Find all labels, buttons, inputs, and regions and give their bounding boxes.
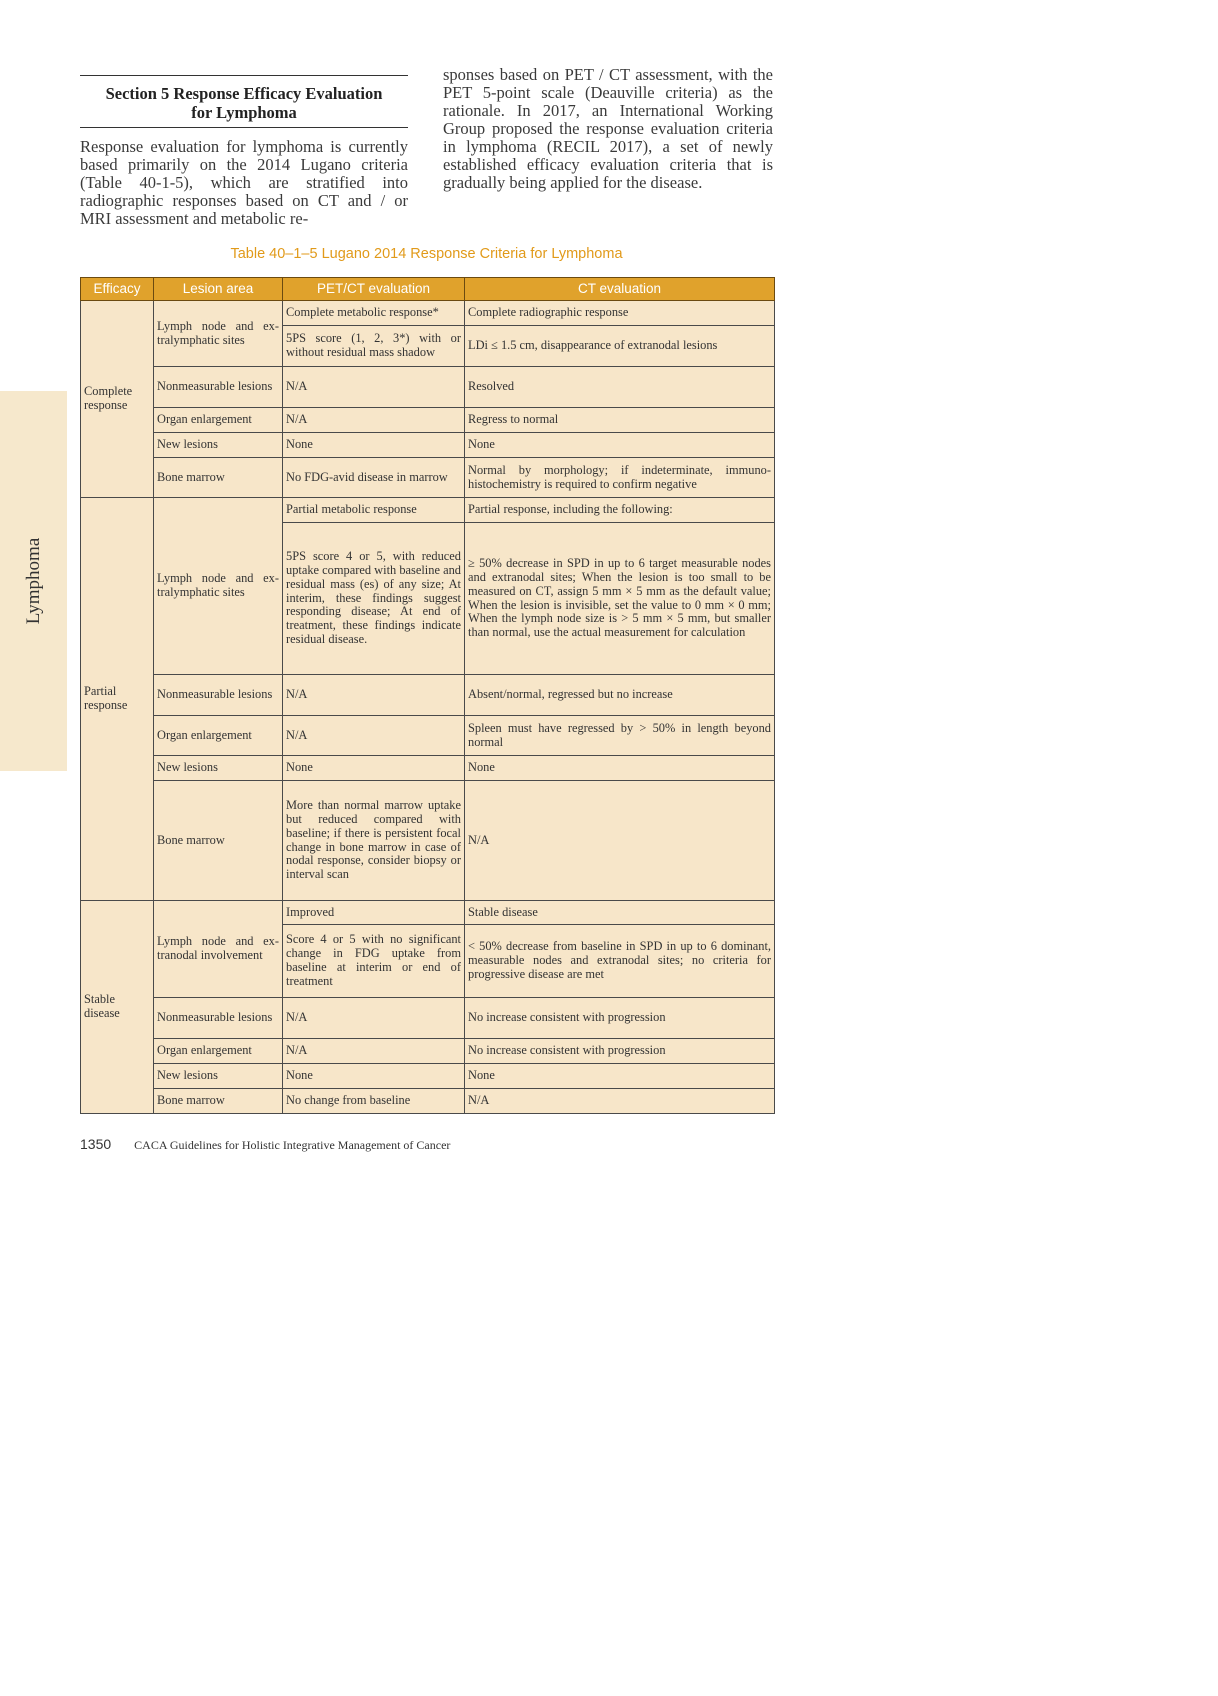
table-row — [81, 675, 775, 716]
section-heading-line2: for Lymphoma — [191, 103, 297, 122]
paragraph-left: Response evaluation for lymphoma is currently based primarily on the 2014 Lugano criteria (Table 40-1-5), which are stratified into radiographic responses based on CT and / or MRI assessment and metabolic re- — [80, 137, 408, 228]
ct-cell: No increase consistent with progression — [465, 998, 775, 1039]
pet-ct-cell: More than normal marrow uptake but reduced compared with baseline; if there is persistent focal change in bone marrow in case of nodal response, consider biopsy or interval scan — [283, 781, 465, 901]
table-row — [81, 367, 775, 408]
ct-cell: Complete radiographic response — [465, 301, 775, 326]
table-row — [81, 498, 775, 523]
pet-ct-cell: N/A — [283, 716, 465, 756]
pet-ct-cell: N/A — [283, 367, 465, 408]
table-row — [81, 998, 775, 1039]
efficacy-cell: Partial response — [81, 498, 154, 901]
table-row — [81, 1039, 775, 1064]
response-criteria-table — [80, 277, 775, 1114]
ct-cell: None — [465, 433, 775, 458]
pet-ct-cell: Partial metabolic response — [283, 498, 465, 523]
ct-cell: LDi ≤ 1.5 cm, disappearance of extranodal lesions — [465, 326, 775, 367]
ct-cell: Regress to normal — [465, 408, 775, 433]
ct-cell: ≥ 50% decrease in SPD in up to 6 target measurable nodes and extranodal sites; When the lesion is too small to be measured on CT, assign 5 mm × 5 mm as the default value; When the lesion is invisible, set the value to 0 mm × 0 mm; When the lymph node size is > 5 mm × 5 mm, but smaller than normal, use the actual measurement for calculation — [465, 523, 775, 675]
table-row — [81, 408, 775, 433]
table-row — [81, 901, 775, 925]
pet-ct-cell: No FDG-avid disease in marrow — [283, 458, 465, 498]
lesion-area-cell: Organ enlargement — [154, 1039, 283, 1064]
section-heading — [80, 75, 408, 128]
pet-ct-cell: Complete metabolic response* — [283, 301, 465, 326]
running-title: CACA Guidelines for Holistic Integrative Management of Cancer — [134, 1138, 451, 1152]
efficacy-cell: Stable disease — [81, 901, 154, 1114]
ct-cell: Absent/normal, regressed but no increase — [465, 675, 775, 716]
lesion-area-cell: Organ enlargement — [154, 716, 283, 756]
table-row — [81, 716, 775, 756]
lesion-area-cell: Nonmeasurable lesions — [154, 998, 283, 1039]
ct-cell: No increase consistent with progression — [465, 1039, 775, 1064]
table-title: Table 40–1–5 Lugano 2014 Response Criteria for Lymphoma — [230, 246, 623, 262]
ct-cell: N/A — [465, 781, 775, 901]
table-row — [81, 301, 775, 326]
paragraph-right: sponses based on PET / CT assessment, with the PET 5-point scale (Deauville criteria) as the rationale. In 2017, an International Working Group proposed the response evaluation criteria in lymphoma (RECIL 2017), a set of newly established efficacy evaluation criteria that is gradually being applied for the disease. — [443, 65, 773, 192]
ct-cell: N/A — [465, 1089, 775, 1114]
lesion-area-cell: Organ enlargement — [154, 408, 283, 433]
table-row — [81, 756, 775, 781]
section-heading-line1: Section 5 Response Efficacy Evaluation — [105, 84, 383, 103]
ct-cell: None — [465, 756, 775, 781]
page-number: 1350 — [80, 1136, 112, 1152]
ct-cell: Partial response, including the following: — [465, 498, 775, 523]
pet-ct-cell: None — [283, 756, 465, 781]
header-lesion-area: Lesion area — [154, 278, 283, 301]
lesion-area-cell: New lesions — [154, 756, 283, 781]
lesion-area-cell: Nonmeasurable lesions — [154, 367, 283, 408]
pet-ct-cell: N/A — [283, 675, 465, 716]
pet-ct-cell: No change from baseline — [283, 1089, 465, 1114]
pet-ct-cell: Improved — [283, 901, 465, 925]
efficacy-cell: Complete response — [81, 301, 154, 498]
pet-ct-cell: N/A — [283, 998, 465, 1039]
ct-cell: None — [465, 1064, 775, 1089]
pet-ct-cell: N/A — [283, 1039, 465, 1064]
chapter-side-tab — [0, 391, 67, 771]
header-pet-ct: PET/CT evaluation — [283, 278, 465, 301]
table-row — [81, 1089, 775, 1114]
left-column — [80, 60, 408, 228]
table-row — [81, 1064, 775, 1089]
right-column — [443, 66, 773, 192]
table-row — [81, 781, 775, 901]
lesion-area-cell: Nonmeasurable lesions — [154, 675, 283, 716]
header-ct: CT evaluation — [465, 278, 775, 301]
pet-ct-cell: 5PS score (1, 2, 3*) with or without residual mass shadow — [283, 326, 465, 367]
pet-ct-cell: None — [283, 1064, 465, 1089]
pet-ct-cell: Score 4 or 5 with no significant change in FDG uptake from baseline at interim or end of treatment — [283, 925, 465, 998]
pet-ct-cell: N/A — [283, 408, 465, 433]
lesion-area-cell: Lymph node and extranodal involvement — [154, 901, 283, 998]
ct-cell: < 50% decrease from baseline in SPD in up to 6 dominant, measurable nodes and extranodal sites; no criteria for progressive disease are met — [465, 925, 775, 998]
table-row — [81, 458, 775, 498]
header-efficacy: Efficacy — [81, 278, 154, 301]
pet-ct-cell: None — [283, 433, 465, 458]
lesion-area-cell: New lesions — [154, 1064, 283, 1089]
pet-ct-cell: 5PS score 4 or 5, with reduced uptake compared with baseline and residual mass (es) of any size; At interim, these findings suggest responding disease; At end of treatment, these findings indicate residual disease. — [283, 523, 465, 675]
ct-cell: Normal by morphology; if indeterminate, immunohistochemistry is required to confirm negative — [465, 458, 775, 498]
chapter-side-tab-label: Lymphoma — [22, 537, 44, 625]
lesion-area-cell: Lymph node and extralymphatic sites — [154, 498, 283, 675]
lesion-area-cell: Bone marrow — [154, 458, 283, 498]
lesion-area-cell: Lymph node and extralymphatic sites — [154, 301, 283, 367]
table-header-row — [81, 278, 775, 301]
ct-cell: Stable disease — [465, 901, 775, 925]
table-row — [81, 433, 775, 458]
ct-cell: Spleen must have regressed by > 50% in length beyond normal — [465, 716, 775, 756]
lesion-area-cell: Bone marrow — [154, 781, 283, 901]
lesion-area-cell: New lesions — [154, 433, 283, 458]
ct-cell: Resolved — [465, 367, 775, 408]
lesion-area-cell: Bone marrow — [154, 1089, 283, 1114]
page-footer — [80, 1136, 450, 1153]
